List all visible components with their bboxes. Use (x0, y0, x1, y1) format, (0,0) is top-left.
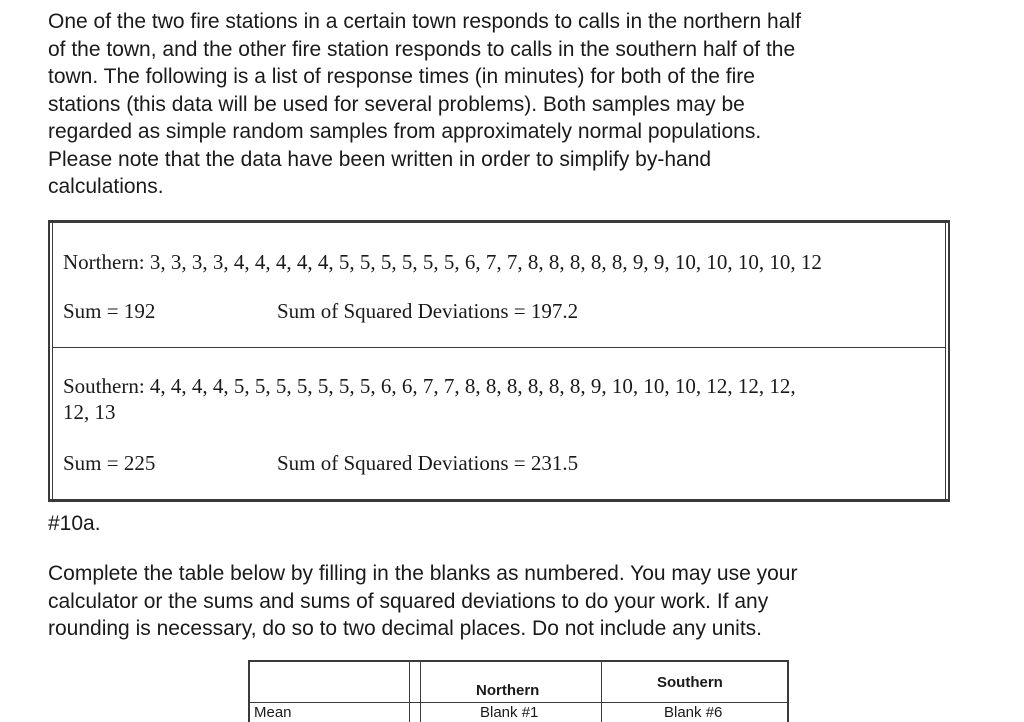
header-southern: Southern (657, 674, 723, 691)
question-instructions (48, 560, 958, 643)
table-col-line (409, 662, 410, 722)
table-col-line (420, 662, 421, 722)
intro-line: town. The following is a list of response times (in minutes) for both of the fire (48, 65, 755, 88)
intro-line: Please note that the data have been written in order to simplify by-hand (48, 147, 712, 171)
intro-line: calculations. (48, 175, 164, 198)
section-divider (53, 347, 945, 348)
intro-paragraph (48, 8, 968, 201)
data-box (48, 220, 950, 502)
southern-sum: Sum = 225 (63, 451, 156, 475)
intro-line: One of the two fire stations in a certain town responds to calls in the northern half (48, 10, 801, 33)
instruction-line: Complete the table below by filling in the blanks as numbered. You may use your (48, 562, 798, 585)
table-row-line (250, 702, 787, 703)
table-col-line (601, 662, 602, 722)
instruction-line: calculator or the sums and sums of squared deviations to do your work. If any (48, 589, 769, 613)
southern-ssd: Sum of Squared Deviations = 231.5 (277, 451, 579, 475)
blank-1[interactable]: Blank #1 (480, 704, 539, 721)
header-northern: Northern (476, 682, 540, 699)
question-label: #10a. (48, 512, 101, 535)
row-label-mean: Mean (254, 704, 292, 721)
results-table (248, 660, 789, 722)
northern-data: Northern: 3, 3, 3, 3, 4, 4, 4, 4, 4, 5, 5, 5, 5, 5, 5, 6, 7, 7, 8, 8, 8, 8, 8, 9, 9, 10, 10, 10, 10, 12 (63, 250, 822, 274)
southern-data-line: 12, 13 (63, 400, 116, 424)
blank-6[interactable]: Blank #6 (664, 704, 723, 721)
instruction-line: rounding is necessary, do so to two decimal places. Do not include any units. (48, 617, 762, 640)
intro-line: stations (this data will be used for several problems). Both samples may be (48, 92, 745, 116)
intro-line: regarded as simple random samples from approximately normal populations. (48, 120, 762, 143)
northern-sum: Sum = 192 (63, 299, 156, 323)
southern-data (63, 373, 933, 425)
data-box-inner (52, 223, 946, 499)
northern-ssd: Sum of Squared Deviations = 197.2 (277, 299, 579, 323)
southern-data-line: Southern: 4, 4, 4, 4, 5, 5, 5, 5, 5, 5, 5, 6, 6, 7, 7, 8, 8, 8, 8, 8, 8, 9, 10, 10, 10, 12, 12, 12, (63, 374, 796, 398)
intro-line: of the town, and the other fire station responds to calls in the southern half of the (48, 37, 796, 61)
